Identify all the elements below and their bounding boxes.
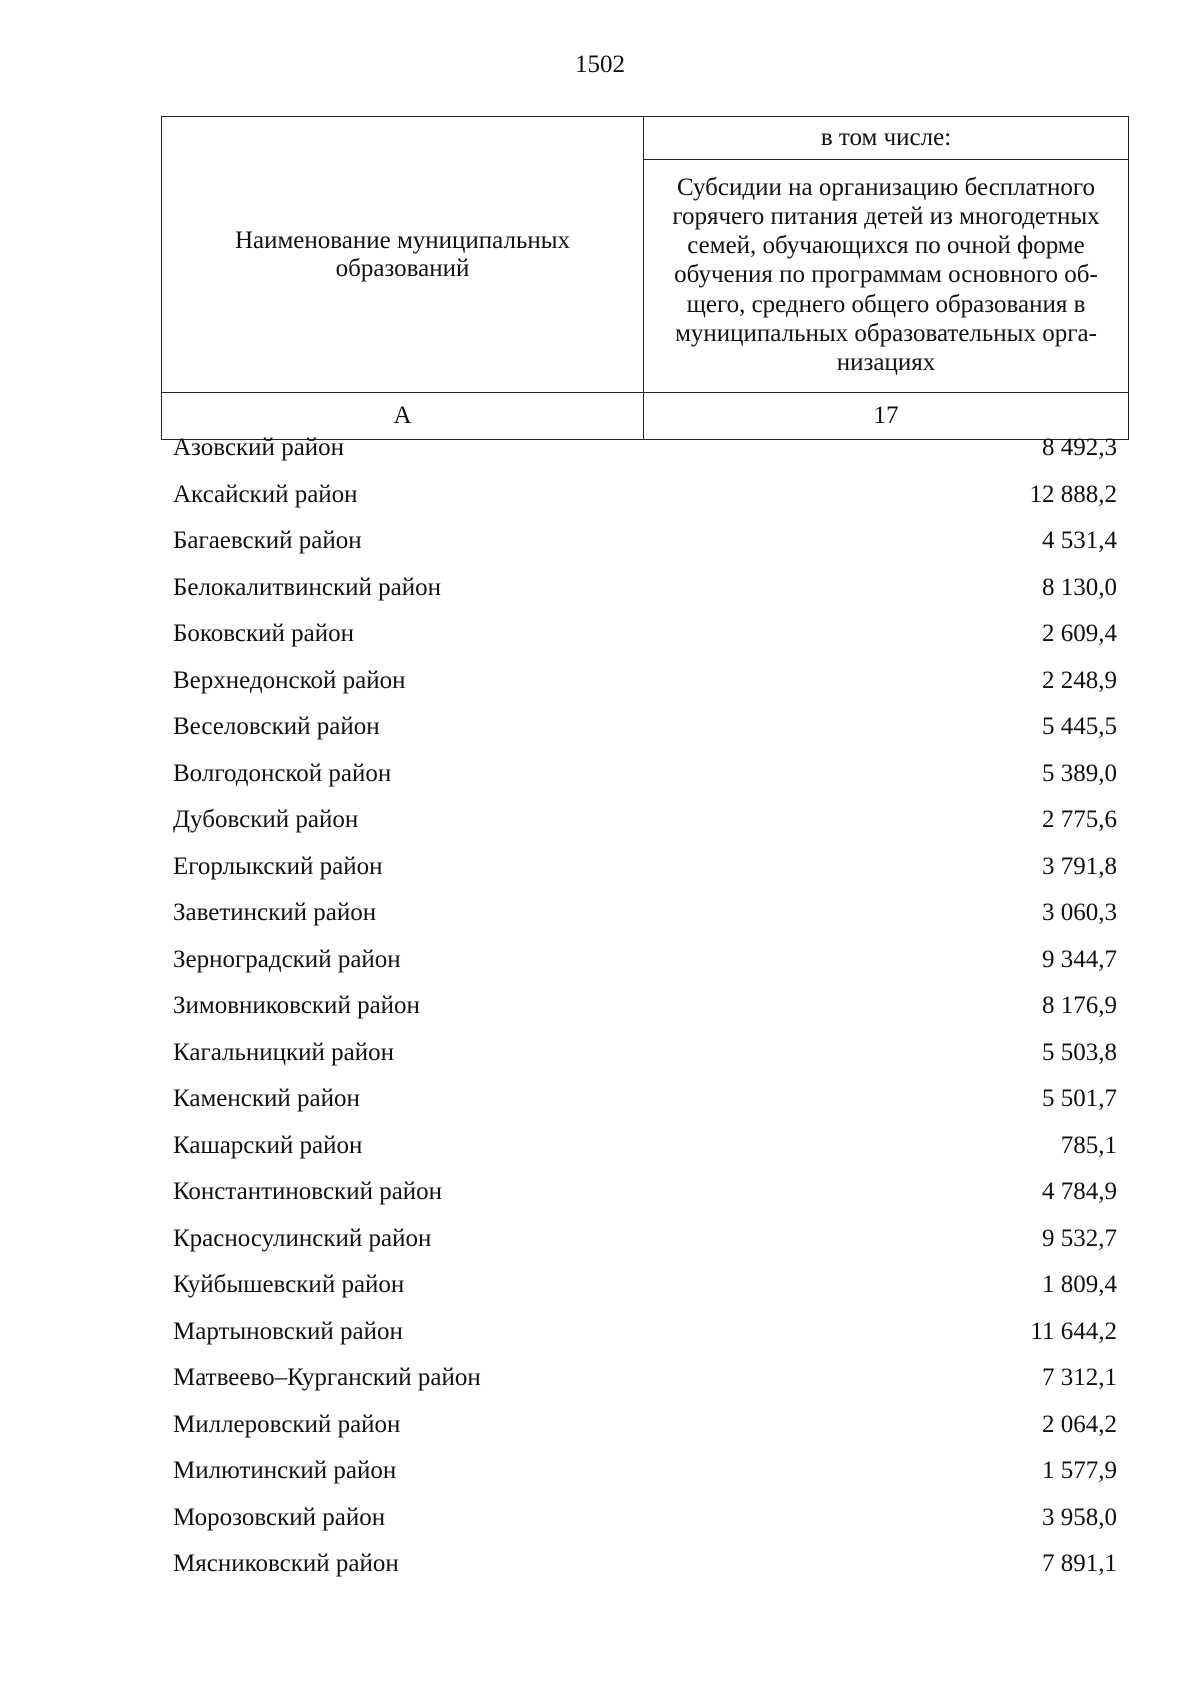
subsidy-value: 5 389,0	[1042, 759, 1117, 787]
municipality-name: Константиновский район	[173, 1178, 443, 1205]
table-row	[161, 983, 1129, 1030]
table-body	[161, 425, 1129, 1588]
table-row	[161, 1495, 1129, 1542]
municipality-name: Дубовский район	[173, 806, 359, 833]
municipality-name: Матвеево–Курганский район	[173, 1364, 481, 1391]
table-row	[161, 1123, 1129, 1170]
page-number: 1502	[575, 51, 625, 78]
table-row	[161, 1169, 1129, 1216]
table-row	[161, 565, 1129, 612]
subsidy-value: 5 445,5	[1042, 713, 1117, 740]
table-row	[161, 797, 1129, 844]
municipality-name: Багаевский район	[173, 527, 362, 554]
table-row	[161, 890, 1129, 937]
table-row	[161, 1355, 1129, 1402]
table-row	[161, 518, 1129, 565]
table-header	[161, 116, 1129, 440]
municipality-name: Кагальницкий район	[173, 1038, 395, 1066]
subsidy-value: 12 888,2	[1029, 480, 1117, 508]
municipality-name: Каменский район	[173, 1085, 360, 1112]
subsidy-value: 9 532,7	[1042, 1224, 1117, 1252]
table-row	[161, 472, 1129, 519]
municipality-name: Веселовский район	[173, 713, 380, 740]
municipality-name: Мясниковский район	[173, 1550, 399, 1577]
column-code-subsidy: 17	[644, 393, 1129, 440]
municipality-name: Белокалитвинский район	[173, 573, 441, 601]
table-row	[161, 1262, 1129, 1309]
column-code-name: А	[162, 393, 644, 440]
table-row	[161, 1448, 1129, 1495]
table-row	[161, 704, 1129, 751]
subsidy-value: 8 176,9	[1042, 992, 1117, 1019]
table-row	[161, 1076, 1129, 1123]
table-row	[161, 1402, 1129, 1449]
subsidy-value: 4 784,9	[1042, 1178, 1117, 1205]
table-row	[161, 611, 1129, 658]
municipality-name: Егорлыкский район	[173, 852, 383, 880]
subsidy-value: 1 809,4	[1042, 1271, 1117, 1298]
municipality-name: Красносулинский район	[173, 1224, 432, 1252]
subsidy-value: 3 958,0	[1042, 1503, 1117, 1531]
subsidy-value: 4 531,4	[1042, 527, 1117, 554]
subsidy-value: 11 644,2	[1030, 1317, 1117, 1345]
column-header-name: Наименование муниципальных образований	[162, 117, 644, 393]
subsidy-value: 3 791,8	[1042, 852, 1117, 880]
municipality-name: Милютинский район	[173, 1457, 397, 1484]
municipality-name: Зимовниковский район	[173, 992, 420, 1019]
column-header-subsidy: Субсидии на организацию бесплатного горячего питания детей из многодетных семей, обучающихся по очной форме обучения по программам основного об-щего, среднего общего образования в муниципальных образовательных орга-низациях	[644, 160, 1129, 393]
table-row	[161, 1541, 1129, 1588]
municipality-name: Куйбышевский район	[173, 1271, 405, 1298]
subsidy-value: 7 312,1	[1042, 1364, 1117, 1391]
municipality-name: Аксайский район	[173, 480, 358, 508]
column-group-label: в том числе:	[644, 117, 1129, 160]
subsidy-value: 785,1	[1060, 1131, 1117, 1159]
municipality-name: Миллеровский район	[173, 1410, 401, 1438]
table-row	[161, 425, 1129, 472]
subsidy-value: 7 891,1	[1042, 1550, 1117, 1577]
table-row	[161, 937, 1129, 984]
municipality-name: Верхнедонской район	[173, 666, 406, 694]
municipality-name: Морозовский район	[173, 1503, 386, 1531]
municipality-name: Мартыновский район	[173, 1317, 403, 1345]
table-row	[161, 751, 1129, 798]
subsidy-value: 8 130,0	[1042, 573, 1117, 601]
subsidy-value: 3 060,3	[1042, 899, 1117, 926]
subsidy-value: 5 501,7	[1042, 1085, 1117, 1112]
municipality-name: Заветинский район	[173, 899, 377, 926]
municipality-name: Боковский район	[173, 620, 354, 647]
subsidy-value: 2 609,4	[1042, 620, 1117, 647]
table-row	[161, 844, 1129, 891]
subsidy-value: 1 577,9	[1042, 1457, 1117, 1484]
table-row	[161, 658, 1129, 705]
table-row	[161, 1309, 1129, 1356]
subsidy-value: 2 775,6	[1042, 806, 1117, 833]
subsidy-value: 8 492,3	[1042, 434, 1117, 461]
subsidy-value: 5 503,8	[1042, 1038, 1117, 1066]
municipality-name: Зерноградский район	[173, 945, 401, 973]
table-row	[161, 1030, 1129, 1077]
subsidy-value: 2 064,2	[1042, 1410, 1117, 1438]
municipality-name: Азовский район	[173, 434, 345, 461]
municipality-name: Кашарский район	[173, 1131, 363, 1159]
subsidy-value: 2 248,9	[1042, 666, 1117, 694]
table-row	[161, 1216, 1129, 1263]
subsidy-value: 9 344,7	[1042, 945, 1117, 973]
municipality-name: Волгодонской район	[173, 759, 392, 787]
